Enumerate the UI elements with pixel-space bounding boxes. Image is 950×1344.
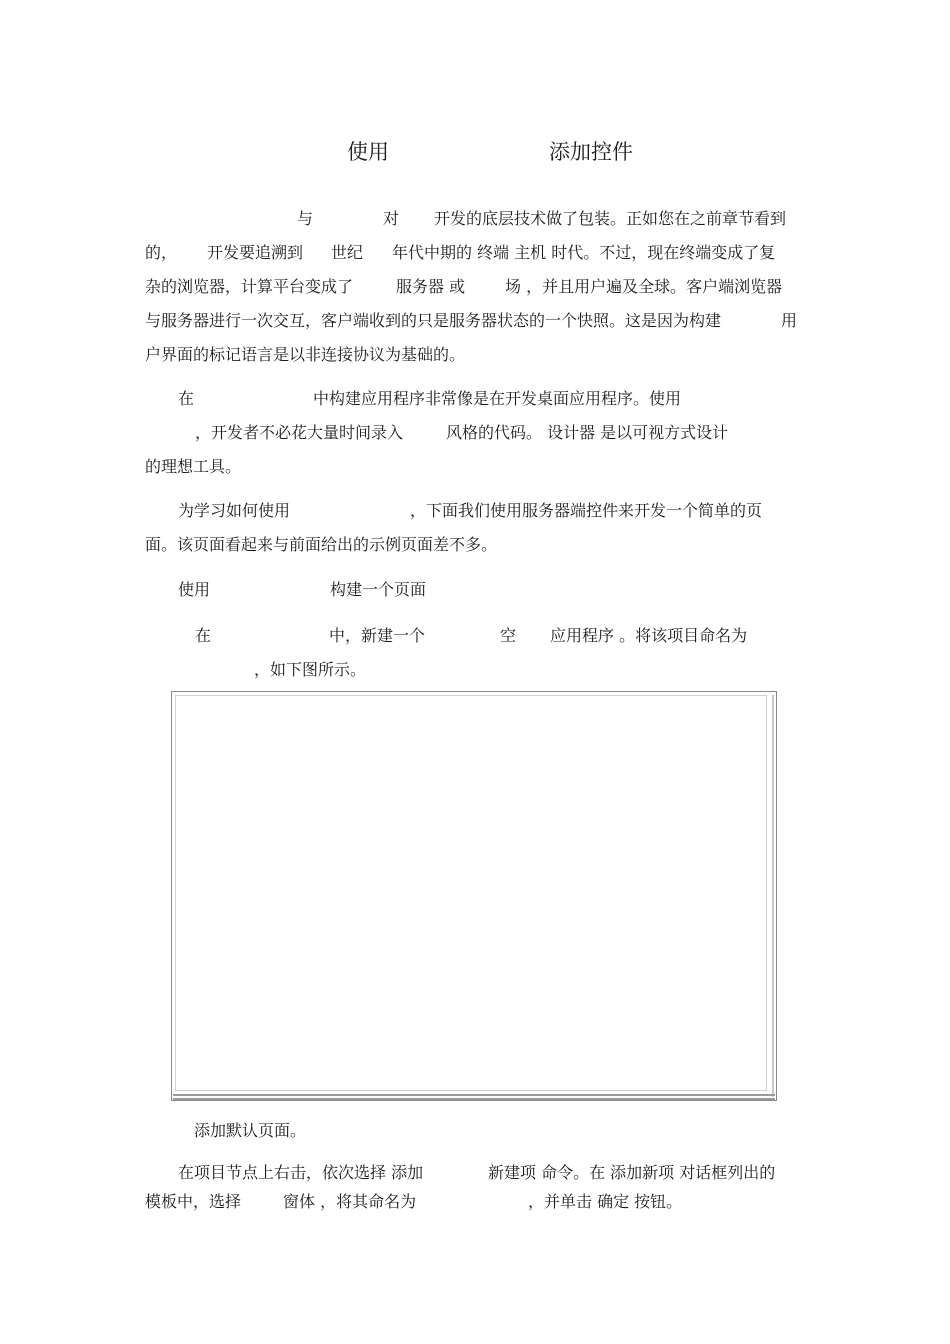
intro-text: 的， <box>145 243 178 262</box>
figure-bottom-rule <box>173 1098 775 1100</box>
step1-text: 中，新建一个 <box>329 626 426 645</box>
para2-text: 在 <box>178 389 195 408</box>
intro-text: 与 <box>297 209 314 228</box>
para3-text: 为学习如何使用 <box>178 501 291 520</box>
figure-inner-border <box>175 695 767 1091</box>
intro-text: 服务器 或 <box>396 277 466 296</box>
intro-text: 开发的底层技术做了包装。正如您在之前章节看到 <box>434 209 787 228</box>
heading-text: 构建一个页面 <box>330 580 427 599</box>
intro-text: 用 <box>781 311 798 330</box>
step3-text: ，并单击 确定 按钮。 <box>528 1192 683 1211</box>
para2-text: 中构建应用程序非常像是在开发桌面应用程序。使用 <box>313 389 682 408</box>
step2-text: 添加默认页面。 <box>194 1121 307 1140</box>
heading-text: 使用 <box>178 580 211 599</box>
step1-text: 在 <box>195 626 212 645</box>
step3-text: 新建项 命令。在 添加新项 对话框列出的 <box>488 1163 776 1182</box>
step1-text: 空 <box>500 626 517 645</box>
step3-text: 模板中，选择 <box>145 1192 242 1211</box>
intro-text: 场 ，并且用户遍及全球。客户端浏览器 <box>505 277 783 296</box>
intro-text: 年代中期的 终端 主机 时代。不过，现在终端变成了复 <box>392 243 776 262</box>
figure-right-edge <box>772 695 774 1097</box>
intro-text: 开发要追溯到 <box>207 243 304 262</box>
para2-text: ，开发者不必花大量时间录入 <box>195 423 404 442</box>
step1-text: ，如下图所示。 <box>254 660 367 679</box>
page-title-right: 添加控件 <box>549 140 633 164</box>
step3-text: 在项目节点上右击，依次选择 添加 <box>178 1163 424 1182</box>
intro-text: 户界面的标记语言是以非连接协议为基础的。 <box>145 345 466 364</box>
intro-text: 对 <box>383 209 400 228</box>
para2-text: 的理想工具。 <box>145 457 242 476</box>
step1-text: 应用程序 。将该项目命名为 <box>550 626 748 645</box>
intro-text: 与服务器进行一次交互，客户端收到的只是服务器状态的一个快照。这是因为构建 <box>145 311 722 330</box>
intro-text: 杂的浏览器，计算平台变成了 <box>145 277 354 296</box>
figure-frame <box>171 691 777 1101</box>
page-title-left: 使用 <box>347 140 389 164</box>
intro-text: 世纪 <box>331 243 364 262</box>
para3-text: 面。该页面看起来与前面给出的示例页面差不多。 <box>145 535 498 554</box>
para2-text: 风格的代码。 设计器 是以可视方式设计 <box>446 423 729 442</box>
step3-text: 窗体 ，将其命名为 <box>283 1192 417 1211</box>
para3-text: ，下面我们使用服务器端控件来开发一个简单的页 <box>410 501 763 520</box>
figure-bottom-rule <box>173 1094 775 1096</box>
